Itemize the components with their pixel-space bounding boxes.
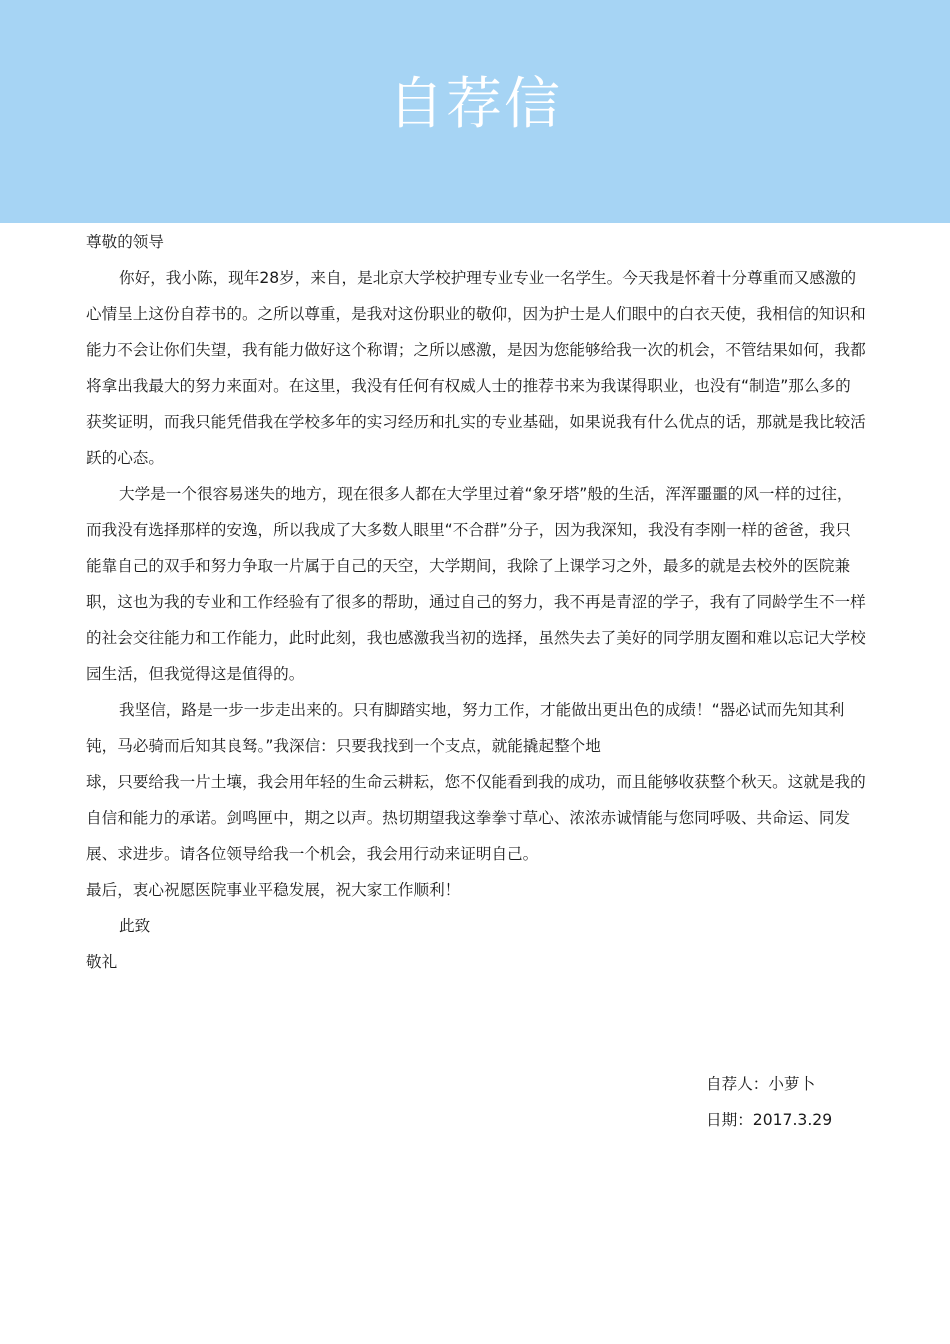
- signature-name: 自荐人：小萝卜: [706, 1075, 816, 1093]
- header-band: [0, 0, 950, 223]
- signature-date: 日期：2017.3.29: [706, 1111, 833, 1129]
- paragraph-belief-continued: 球，只要给我一片土壤，我会用年轻的生命云耕耘，您不仅能看到我的成功，而且能够收获整个秋天。这就是我的自信和能力的承诺。剑鸣匣中，期之以声。热切期望我这拳拳寸草心、浓浓赤诚情能与您同呼吸、共命运、同发展、求进步。请各位领导给我一个机会，我会用行动来证明自己。: [86, 773, 866, 863]
- letter-body: [86, 224, 866, 980]
- paragraph-belief-start: 我坚信，路是一步一步走出来的。只有脚踏实地，努力工作，才能做出更出色的成绩！“器必试而先知其利钝，马必骑而后知其良驽。”我深信：只要我找到一个支点，就能撬起整个地: [86, 701, 845, 755]
- paragraph-university: 大学是一个很容易迷失的地方，现在很多人都在大学里过着“象牙塔”般的生活，浑浑噩噩的风一样的过往，而我没有选择那样的安逸，所以我成了大多数人眼里“不合群”分子，因为我深知，我没有李刚一样的爸爸，我只能靠自己的双手和努力争取一片属于自己的天空，大学期间，我除了上课学习之外，最多的就是去校外的医院兼职，这也为我的专业和工作经验有了很多的帮助，通过自己的努力，我不再是青涩的学子，我有了同龄学生不一样的社会交往能力和工作能力，此时此刻，我也感激我当初的选择，虽然失去了美好的同学朋友圈和难以忘记大学校园生活，但我觉得这是值得的。: [86, 485, 866, 683]
- page-title: 自荐信: [388, 72, 562, 137]
- paragraph-intro: 你好，我小陈，现年28岁，来自，是北京大学校护理专业专业一名学生。今天我是怀着十分尊重而又感激的心情呈上这份自荐书的。之所以尊重，是我对这份职业的敬仰，因为护士是人们眼中的白衣天使，我相信的知识和能力不会让你们失望，我有能力做好这个称谓；之所以感激，是因为您能够给我一次的机会，不管结果如何，我都将拿出我最大的努力来面对。在这里，我没有任何有权威人士的推荐书来为我谋得职业，也没有“制造”那么多的获奖证明，而我只能凭借我在学校多年的实习经历和扎实的专业基础，如果说我有什么优点的话，那就是我比较活跃的心态。: [86, 269, 866, 467]
- closing-cizhi: 此致: [119, 917, 151, 935]
- signature-block: [706, 1066, 832, 1138]
- salutation: 尊敬的领导: [86, 233, 164, 251]
- closing-wish: 最后，衷心祝愿医院事业平稳发展，祝大家工作顺利！: [86, 881, 461, 899]
- closing-jingli: 敬礼: [86, 953, 118, 971]
